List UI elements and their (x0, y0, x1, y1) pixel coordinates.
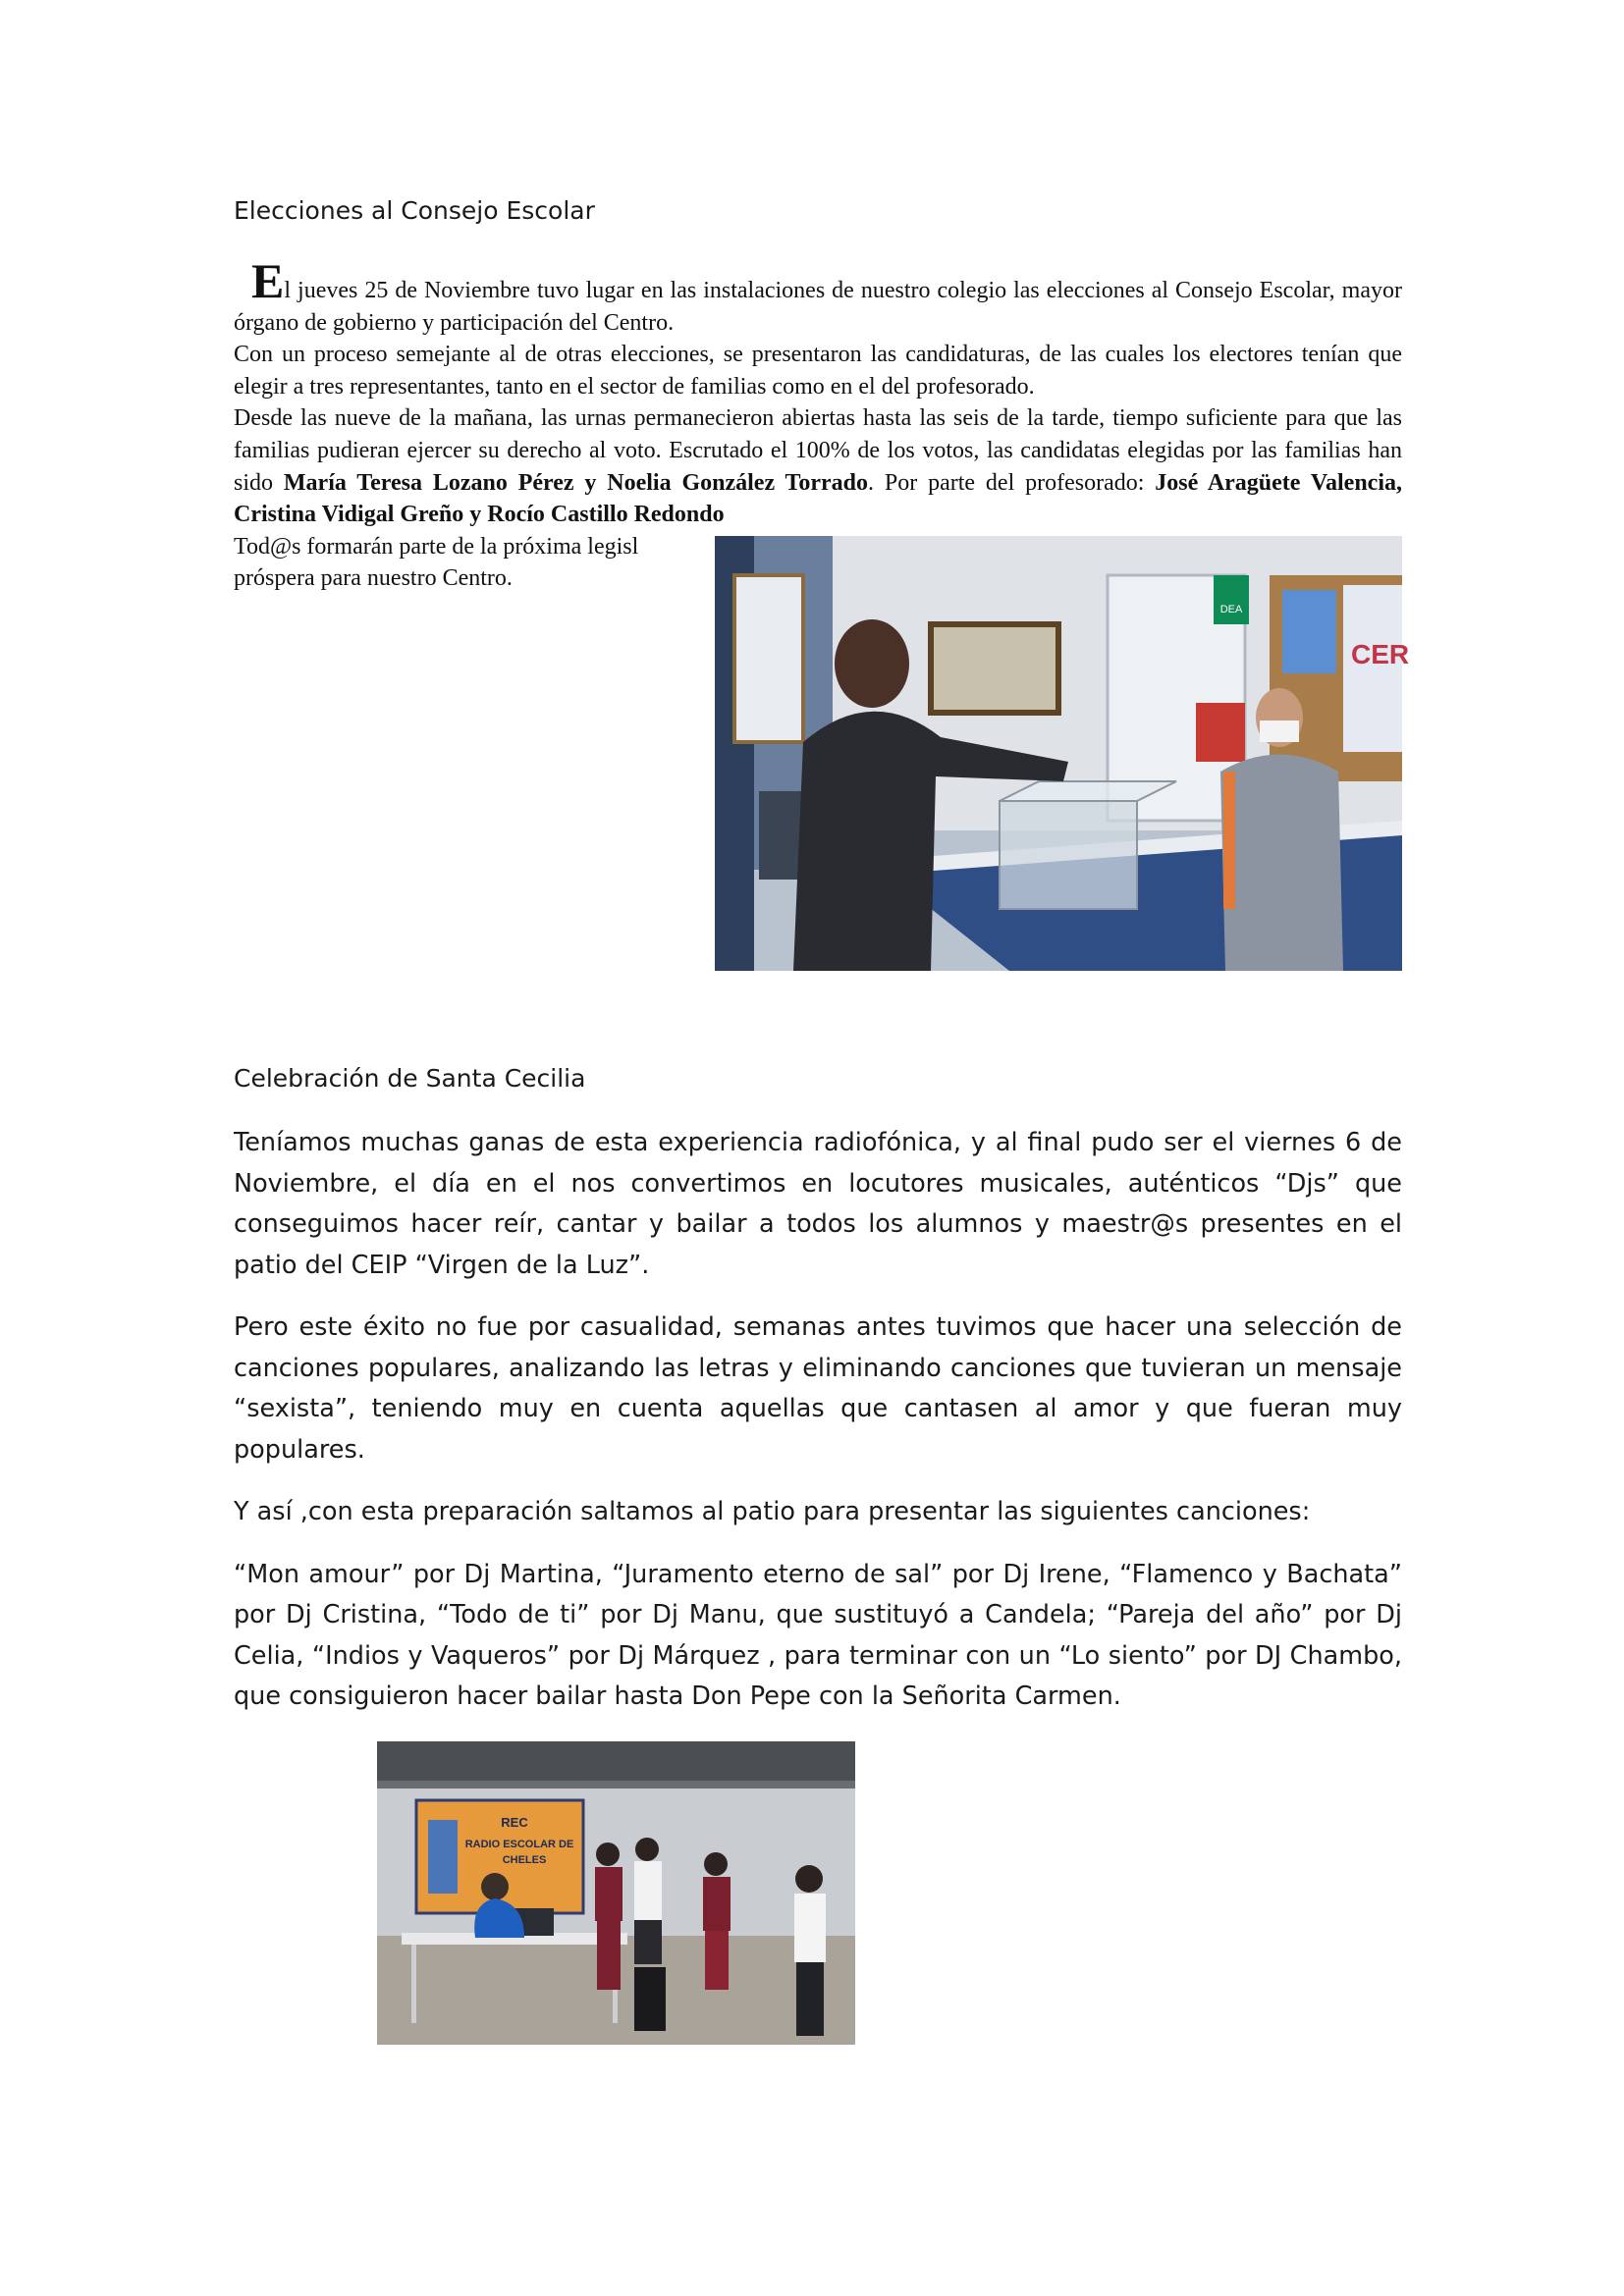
election-photo (715, 536, 1410, 971)
section-heading-elections: Elecciones al Consejo Escolar (234, 196, 595, 225)
election-photo-image (715, 536, 1410, 971)
elections-p3-text-b: . Por parte del profesorado: (868, 469, 1156, 496)
cecilia-paragraph-2: Pero este éxito no fue por casualidad, semanas antes tuvimos que hacer una selección de canciones populares, analizando las letras y eliminando canciones que tuvieran un mensaje “sexista”, teniendo muy en cuenta aquellas que cantasen al amor y que fueran muy populares. (234, 1312, 1402, 1465)
elections-paragraph-1 (234, 253, 1402, 339)
cecilia-paragraph-3: Y así ,con esta preparación saltamos al patio para presentar las siguientes canciones: (234, 1497, 1311, 1526)
elections-paragraph-2: Con un proceso semejante al de otras elecciones, se presentaron las candidaturas, de las cuales los electores tenían que elegir a tres representantes, tanto en el sector de familias como en el del profesorado. (234, 342, 1402, 400)
family-candidates: María Teresa Lozano Pérez y Noelia González Torrado (283, 469, 869, 496)
banner-line2: CHELES (502, 1854, 547, 1866)
teacher-candidates: José Aragüete Valencia, Cristina Vidigal Greño y Rocío Castillo Redondo (234, 469, 1402, 528)
radio-photo (377, 1741, 855, 2045)
elections-p3-text-a: Desde las nueve de la mañana, las urnas permanecieron abiertas hasta las seis de la tarde, tiempo suficiente para que las familias pudieran ejercer su derecho al voto. Escrutado el 100% de los votos, las candidatas elegidas por las familias han sido (234, 405, 1402, 496)
cecilia-paragraph-4: “Mon amour” por Dj Martina, “Juramento eterno de sal” por Dj Irene, “Flamenco y Bachata” por Dj Cristina, “Todo de ti” por Dj Manu, que sustituyó a Candela; “Pareja del año” por Dj Celia, “Indios y Vaqueros” por Dj Márquez , para terminar con un “Lo siento” por DJ Chambo, que consiguieron hacer bailar hasta Don Pepe con la Señorita Carmen. (234, 1559, 1402, 1711)
radio-photo-image (377, 1741, 855, 2045)
elections-paragraph-3 (234, 402, 1402, 530)
elections-paragraph-4-line1: Tod@s formarán parte de la próxima legisl (234, 533, 639, 560)
section-heading-santa-cecilia: Celebración de Santa Cecilia (234, 1064, 586, 1093)
banner-line1: RADIO ESCOLAR DE (464, 1839, 574, 1850)
elections-p1-text: l jueves 25 de Noviembre tuvo lugar en las instalaciones de nuestro colegio las elecciones al Consejo Escolar, mayor órgano de gobierno y participación del Centro. (234, 278, 1402, 336)
drop-cap: E (251, 253, 285, 308)
elections-paragraph-4-line2: próspera para nuestro Centro. (234, 565, 513, 592)
santa-cecilia-article (234, 1123, 1402, 1739)
cecilia-paragraph-1: Teníamos muchas ganas de esta experiencia radiofónica, y al final pudo ser el viernes 6 de Noviembre, el día en el nos convertimos en locutores musicales, auténticos “Djs” que conseguimos hacer reír, cantar y bailar a todos los alumnos y maestr@s presentes en el patio del CEIP “Virgen de la Luz”. (234, 1128, 1402, 1280)
poster-text: CER (1351, 639, 1410, 669)
banner-rec: REC (501, 1815, 528, 1830)
dea-sign-text: DEA (1219, 604, 1243, 615)
